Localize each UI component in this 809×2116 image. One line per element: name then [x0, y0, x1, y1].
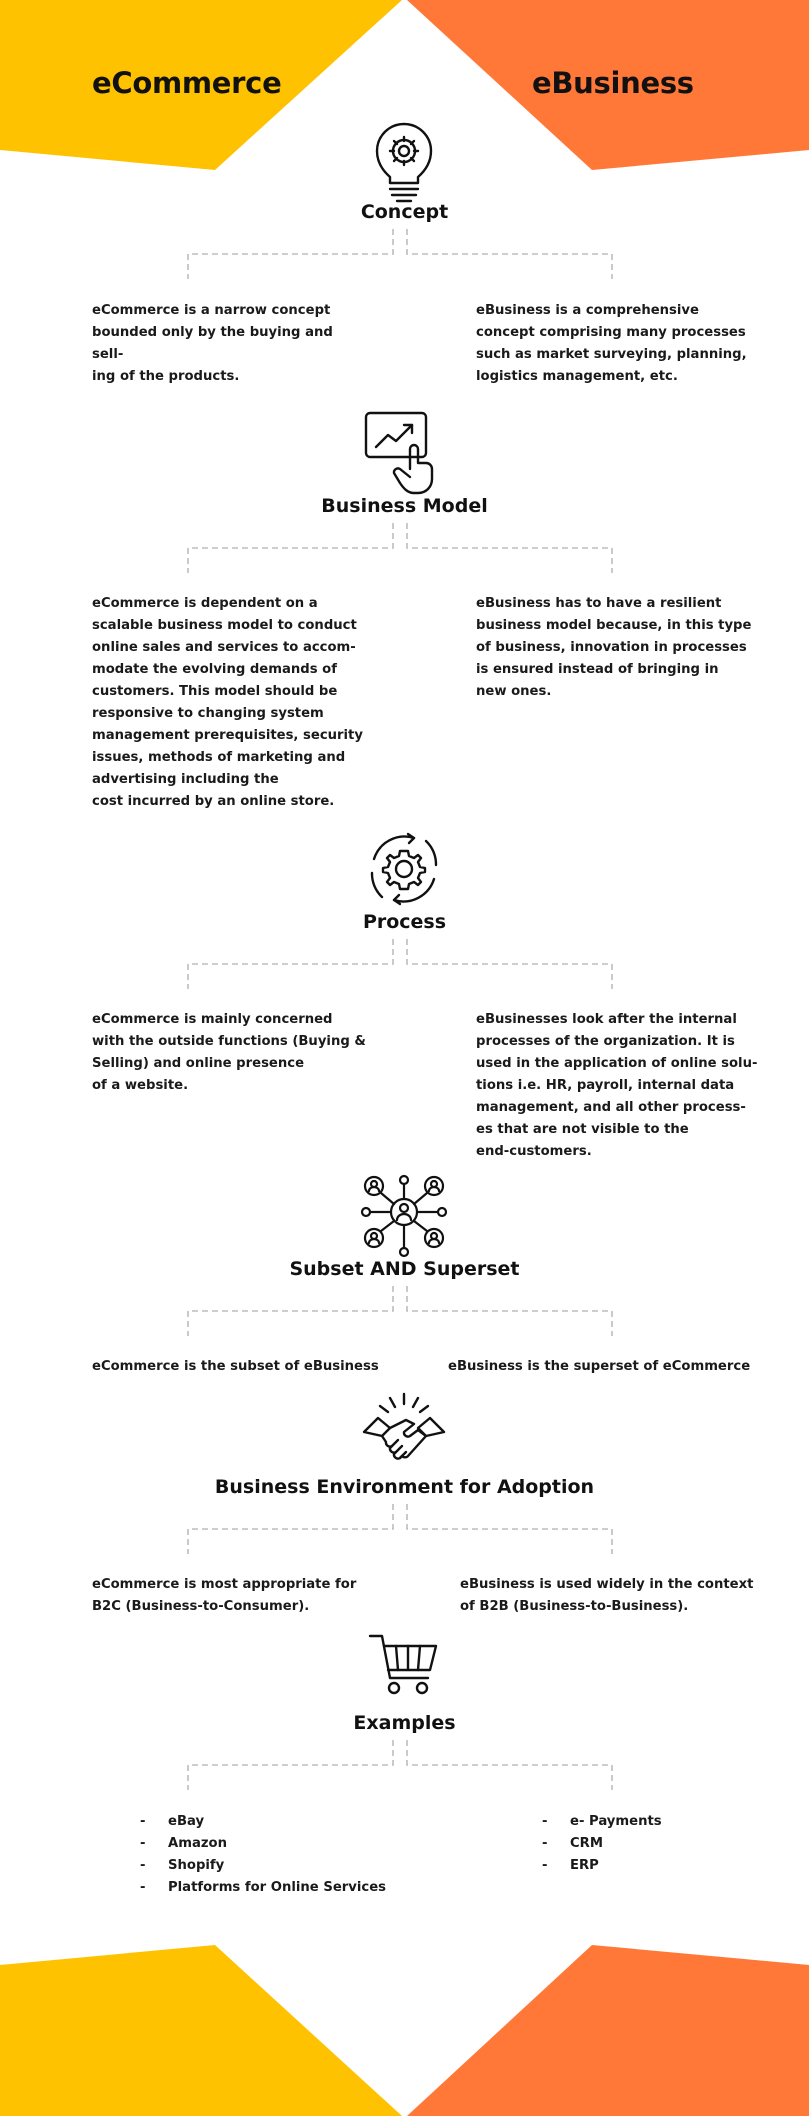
list-item: - ERP [542, 1855, 762, 1877]
section-connector [0, 229, 809, 289]
list-item: - e- Payments [542, 1811, 762, 1833]
list-item: - Platforms for Online Services [140, 1877, 440, 1899]
header-right-title: eBusiness [532, 66, 694, 100]
section-title: Subset AND Superset [289, 1258, 520, 1280]
network-users-icon [360, 1172, 448, 1260]
left-column-text: eCommerce is the subset of eBusiness [92, 1359, 379, 1374]
left-column-text: eCommerce is dependent on a scalable business model to conduct online sales and services to accom- modate the evolving demands of customers. This model should be responsive to changing system management prerequisites, security issues, methods of marketing and advertising including the cost incurred by an online store. [92, 596, 363, 809]
lightbulb-gear-icon [360, 115, 448, 203]
section-connector [0, 1286, 809, 1346]
handshake-icon [360, 1390, 448, 1478]
right-examples-list [542, 1811, 762, 1877]
right-column-text: eBusiness has to have a resilient business model because, in this type of business, innovation in processes is ensured instead of bringing in new ones. [476, 596, 752, 699]
gear-cycle-icon [360, 825, 448, 913]
section-title: Examples [353, 1712, 456, 1734]
section-connector [0, 523, 809, 583]
section-connector [0, 1504, 809, 1564]
section-connector [0, 1740, 809, 1800]
left-column-text: eCommerce is mainly concerned with the outside functions (Buying & Selling) and online presence of a website. [92, 1012, 366, 1093]
left-column-text: eCommerce is a narrow concept bounded only by the buying and sell- ing of the products. [92, 303, 333, 384]
left-column-text: eCommerce is most appropriate for B2C (Business-to-Consumer). [92, 1577, 357, 1614]
footer-orange-shape [407, 1945, 809, 2116]
section-title: Business Environment for Adoption [214, 1476, 595, 1498]
list-item: - Amazon [140, 1833, 440, 1855]
footer-yellow-shape [0, 1945, 402, 2116]
right-column-text: eBusiness is a comprehensive concept comprising many processes such as market surveying, planning, logistics management, etc. [476, 303, 747, 384]
right-column-text: eBusiness is used widely in the context of B2B (Business-to-Business). [460, 1577, 754, 1614]
section-title: Process [362, 911, 447, 933]
list-item: - eBay [140, 1811, 440, 1833]
right-column-text: eBusiness is the superset of eCommerce [448, 1359, 751, 1374]
right-column-text: eBusinesses look after the internal processes of the organization. It is used in the application of online solu- tions i.e. HR, payroll, internal data management, and all other process- es that are not visible to the end-customers. [476, 1012, 758, 1159]
list-item: - Shopify [140, 1855, 440, 1877]
left-examples-list [140, 1811, 440, 1899]
header-left-title: eCommerce [92, 66, 282, 100]
list-item: - CRM [542, 1833, 762, 1855]
chart-touch-icon [360, 409, 448, 497]
section-connector [0, 939, 809, 999]
section-title: Business Model [321, 495, 488, 517]
shopping-cart-icon [360, 1624, 448, 1712]
footer-shapes [0, 1945, 809, 2116]
section-title: Concept [360, 201, 449, 223]
